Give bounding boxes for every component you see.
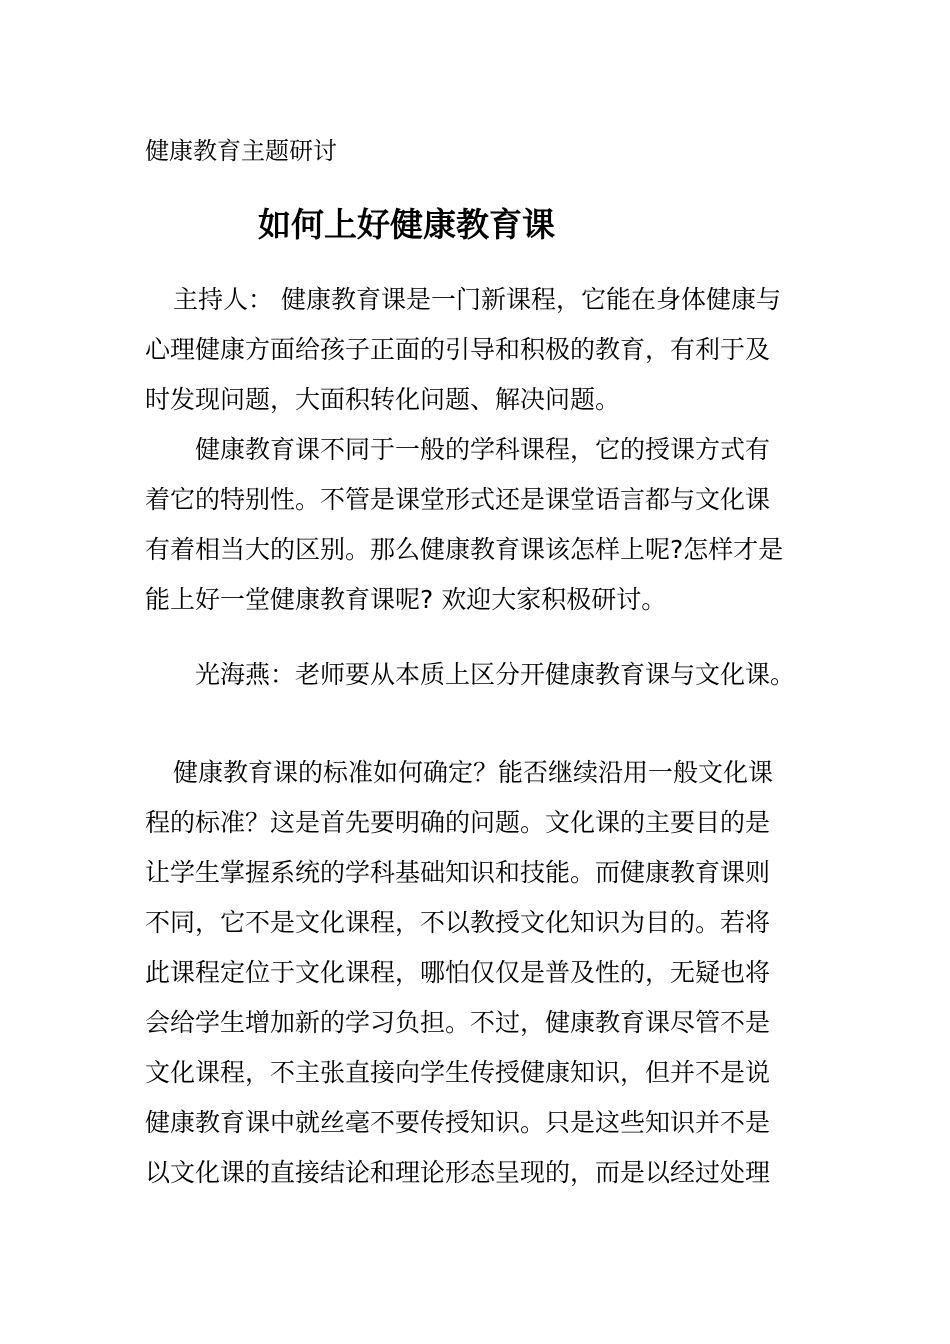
- paragraph-line: 不同，它不是文化课程，不以教授文化知识为目的。若将: [145, 908, 771, 937]
- document-topic: 健康教育主题研讨: [145, 137, 337, 165]
- paragraph-line: 能上好一堂健康教育课呢? 欢迎大家积极研讨。: [145, 585, 667, 614]
- paragraph-line: 时发现问题，大面积转化问题、解决问题。: [145, 385, 621, 414]
- paragraph-line: 有着相当大的区别。那么健康教育课该怎样上呢?怎样才是: [145, 535, 784, 564]
- paragraph-line: 以文化课的直接结论和理论形态呈现的，而是以经过处理: [145, 1158, 771, 1187]
- paragraph-line: 会给学生增加新的学习负担。不过，健康教育课尽管不是: [145, 1008, 771, 1037]
- paragraph-line: 此课程定位于文化课程，哪怕仅仅是普及性的，无疑也将: [145, 958, 771, 987]
- paragraph-host-intro: [145, 275, 805, 425]
- paragraph-line: 程的标准？这是首先要明确的问题。文化课的主要目的是: [145, 808, 771, 837]
- paragraph-line: 让学生掌握系统的学科基础知识和技能。而健康教育课则: [145, 858, 771, 887]
- paragraph-line: 光海燕：老师要从本质上区分开健康教育课与文化课。: [195, 660, 796, 689]
- paragraph-speaker-guang: [145, 650, 805, 700]
- document-title: 如何上好健康教育课: [258, 205, 555, 244]
- paragraph-body: [145, 748, 805, 1198]
- paragraph-line: 着它的特别性。不管是课堂形式还是课堂语言都与文化课: [145, 485, 771, 514]
- paragraph-line: 健康教育课中就丝毫不要传授知识。只是这些知识并不是: [145, 1108, 771, 1137]
- paragraph-host-question: [145, 425, 805, 625]
- paragraph-line: 健康教育课不同于一般的学科课程，它的授课方式有: [195, 435, 771, 464]
- paragraph-line: 健康教育课的标准如何确定？能否继续沿用一般文化课: [173, 758, 774, 787]
- paragraph-line: 主持人： 健康教育课是一门新课程，它能在身体健康与: [173, 285, 781, 314]
- paragraph-line: 心理健康方面给孩子正面的引导和积极的教育，有利于及: [145, 335, 771, 364]
- paragraph-line: 文化课程，不主张直接向学生传授健康知识，但并不是说: [145, 1058, 771, 1087]
